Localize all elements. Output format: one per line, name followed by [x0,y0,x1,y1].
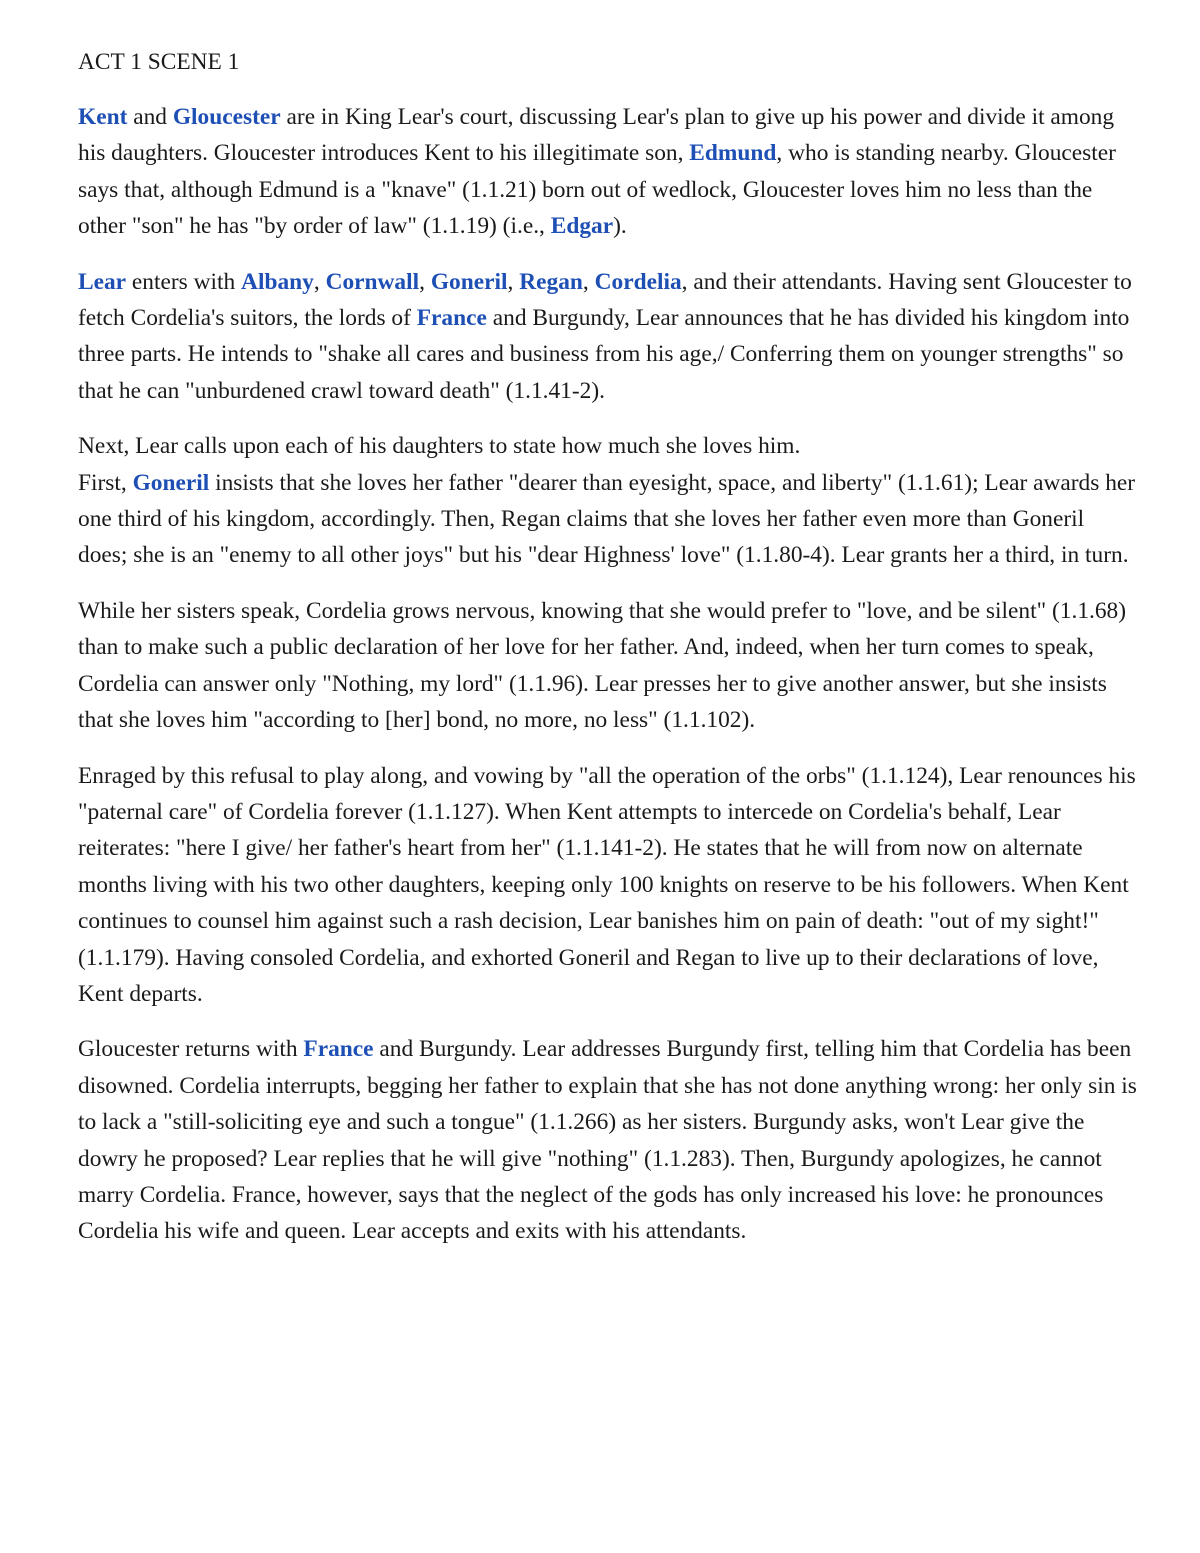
character-link[interactable]: Goneril [430,268,508,295]
paragraph-text: , [507,268,520,295]
character-link[interactable]: France [416,305,487,332]
character-link[interactable]: France [303,1036,374,1063]
character-link[interactable]: Kent [78,104,128,130]
summary-paragraph [78,593,1138,739]
scene-heading: ACT 1 SCENE 1 [78,49,240,75]
document-body [78,99,1138,1250]
character-link[interactable]: Cornwall [325,268,420,295]
summary-paragraph [78,428,1138,574]
character-link[interactable]: Cordelia [594,268,682,295]
paragraph-text: and Burgundy. Lear addresses Burgundy first, telling him that Cordelia has been disowned. Cordelia interrupts, begging her father to explain that she has not done anything wrong: her only sin is to lack a "still-soliciting eye and such a tongue" (1.1.266) as her sisters. Burgundy asks, won't Lear give the dowry he proposed? Lear replies that he will give "nothing" (1.1.283). Then, Burgundy apologizes, he cannot marry Cordelia. France, however, says that the neglect of the gods has only increased his love: he pronounces Cordelia his wife and queen. Lear accepts and exits with his attendants. [78,1036,1137,1245]
character-link[interactable]: Goneril [132,469,210,496]
paragraph-text: While her sisters speak, Cordelia grows nervous, knowing that she would prefer to "love, and be silent" (1.1.68) than to make such a public declaration of her love for her father. And, indeed, when her turn comes to speak, Cordelia can answer only "Nothing, my lord" (1.1.96). Lear presses her to give another answer, but she insists that she loves him "according to [her] bond, no more, no less" (1.1.102). [78,597,1127,734]
paragraph-text: , and their attendants. Having sent Gloucester to fetch Cordelia's suitors, the lords of [78,268,1132,332]
character-link[interactable]: Albany [241,268,314,295]
paragraph-text: First, [78,469,133,496]
paragraph-text: and [127,104,173,130]
character-link[interactable]: Edmund [689,140,777,167]
summary-paragraph [78,758,1138,1013]
paragraph-text: , [313,268,326,295]
summary-paragraph [78,264,1138,410]
character-link[interactable]: Lear [78,268,127,295]
character-link[interactable]: Gloucester [172,104,281,130]
summary-paragraph [78,1031,1138,1249]
paragraph-text: are in King Lear's court, discussing Lear's plan to give up his power and divide it among his daughters. Gloucester introduces Kent to his illegitimate son, [78,104,1115,167]
paragraph-text: enters with [126,268,242,295]
character-link[interactable]: Edgar [550,213,614,240]
paragraph-text: , [582,268,595,295]
paragraph-text: , [419,268,431,295]
paragraph-text: insists that she loves her father "dearer than eyesight, space, and liberty" (1.1.61); Lear awards her one third of his kingdom, accordingly. Then, Regan claims that she loves her father even more than Goneril does; she is an "enemy to all other joys" but his "dear Highness' love" (1.1.80-4). Lear grants her a third, in turn. [78,469,1136,569]
paragraph-text: and Burgundy, Lear announces that he has divided his kingdom into three parts. He intends to "shake all cares and business from his age,/ Conferring them on younger strengths" so that he can "unburdened crawl toward death" (1.1.41-2). [78,305,1130,404]
paragraph-text: Enraged by this refusal to play along, and vowing by "all the operation of the orbs" (1.1.124), Lear renounces his "paternal care" of Cordelia forever (1.1.127). When Kent attempts to intercede on Cordelia's behalf, Lear reiterates: "here I give/ her father's heart from her" (1.1.141-2). He states that he will from now on alternate months living with his two other daughters, keeping only 100 knights on reserve to be his followers. When Kent continues to counsel him against such a rash decision, Lear banishes him on pain of death: "out of my sight!" (1.1.179). Having consoled Cordelia, and exhorted Goneril and Regan to live up to their declarations of love, Kent departs. [78,762,1136,1007]
character-link[interactable]: Regan [519,268,583,295]
paragraph-text: , who is standing nearby. Gloucester says that, although Edmund is a "knave" (1.1.21) born out of wedlock, Gloucester loves him no less than the other "son" he has "by order of law" (1.1.19) (i.e., [78,140,1116,240]
document-page [78,44,1138,1269]
paragraph-text: ). [613,213,627,240]
paragraph-text: Next, Lear calls upon each of his daughters to state how much she loves him. [78,433,801,460]
paragraph-text: Gloucester returns with [78,1036,304,1063]
summary-paragraph [78,99,1138,245]
